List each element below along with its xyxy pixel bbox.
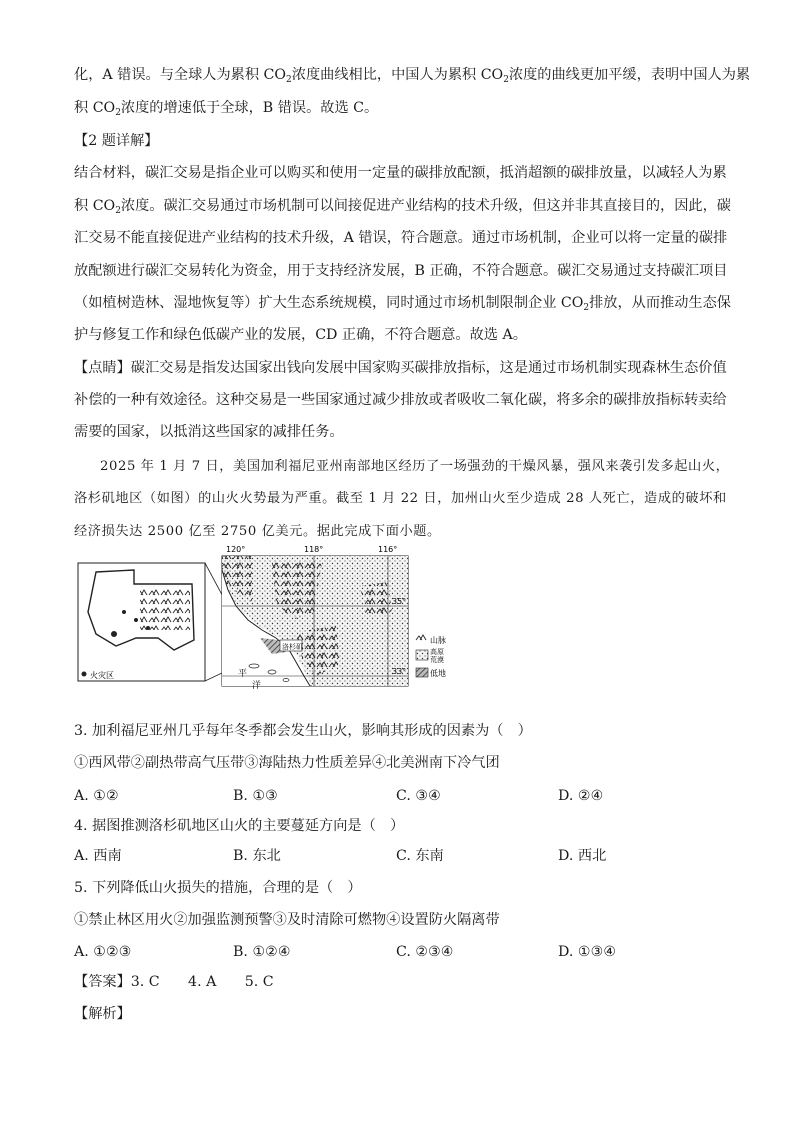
lon-label-120: 120° <box>226 545 246 554</box>
answer-line <box>74 972 274 992</box>
dianjing-line3: 需要的国家，以抵消这些国家的减排任务。 <box>74 424 344 440</box>
q5-stem: 5. 下列降低山火损失的措施，合理的是（ ） <box>74 880 362 896</box>
legend-desert-label: 荒漠 <box>430 656 444 664</box>
para2-line5: （如植树造林、湿地恢复等）扩大生态系统规模，同时通过市场机制限制企业 $CO_2$排放，从而推动生态保 <box>74 295 731 313</box>
para2-line6: 护与修复工作和绿色低碳产业的发展，CD 正确，不符合题意。故选 A。 <box>74 327 527 343</box>
lon-label-116: 116° <box>378 545 398 554</box>
island <box>268 670 276 674</box>
para2-line4: 放配额进行碳汇交易转化为资金，用于支持经济发展，B 正确，不符合题意。碳汇交易通过支持碳汇项目 <box>74 263 728 279</box>
q5-option-c[interactable]: C. ②③④ <box>396 944 454 960</box>
q4-option-d[interactable]: D. 西北 <box>558 848 607 864</box>
island <box>249 664 259 668</box>
story-line2: 洛杉矶地区（如图）的山火火势最为严重。截至 1 月 22 日，加州山火至少造成 28 人死亡，造成的破坏和 <box>74 491 727 506</box>
para1-line1: 化，A 错误。与全球人为累积 $CO_2$浓度曲线相比，中国人为累积 $CO_2$浓度的曲线更加平缓，表明中国人为累 <box>74 67 751 85</box>
inset-point <box>146 626 150 630</box>
answer-text: 3. C 4. A 5. C <box>130 974 274 990</box>
analysis-header: 【解析】 <box>74 1006 131 1022</box>
para2-line2: 积 $CO_2$浓度。碳汇交易通过市场机制可以间接促进产业结构的技术升级，但这并非其直接目的，因此，碳 <box>74 198 731 216</box>
q4-option-c[interactable]: C. 东南 <box>396 848 444 864</box>
mountain-legend-icon <box>416 635 426 640</box>
q4-option-a[interactable]: A. 西南 <box>74 848 122 864</box>
wildfire-map-figure <box>76 542 456 690</box>
q4-option-b[interactable]: B. 东北 <box>233 848 281 864</box>
answer-tag: 【答案】 <box>74 974 131 990</box>
q5-option-d[interactable]: D. ①③④ <box>558 944 617 960</box>
fire-legend-icon <box>82 672 87 677</box>
dianjing-line2: 补偿的一种有效途径。这种交易是一些国家通过减少排放或者吸收二氧化碳，将多余的碳排放指标转卖给 <box>74 392 727 408</box>
lowland-legend-swatch <box>416 668 428 677</box>
inset-mountains <box>140 586 190 630</box>
q5-option-a[interactable]: A. ①②③ <box>74 944 132 960</box>
lon-label-118: 118° <box>304 545 324 554</box>
q2-detail-header: 【2 题详解】 <box>74 133 159 149</box>
para2-line1: 结合材料，碳汇交易是指企业可以购买和使用一定量的碳排放配额，抵消超额的碳排放量，以减轻人为累 <box>74 165 727 181</box>
q3-option-d[interactable]: D. ②④ <box>558 788 604 804</box>
legend-lowland-label: 低地 <box>430 669 446 678</box>
q4-stem: 4. 据图推测洛杉矶地区山火的主要蔓延方向是（ ） <box>74 818 405 834</box>
island <box>283 679 289 682</box>
q5-option-b[interactable]: B. ①②④ <box>233 944 291 960</box>
dianjing-line1: 【点睛】碳汇交易是指发达国家出钱向发展中国家购买碳排放指标，这是通过市场机制实现森林生态价值 <box>74 360 727 376</box>
legend-plateau-label: 高原 <box>430 648 444 656</box>
fire-icon <box>111 631 117 637</box>
sea-label-ping: 平 <box>238 669 248 679</box>
inset-fire-label: 火灾区 <box>90 671 114 680</box>
map-svg <box>76 542 456 690</box>
story-line1: 2025 年 1 月 7 日，美国加利福尼亚州南部地区经历了一场强劲的干燥风暴，强风来袭引发多起山火， <box>100 459 730 474</box>
plateau-legend-swatch <box>416 650 428 660</box>
inset-point <box>122 610 126 614</box>
q3-stem: 3. 加利福尼亚州几乎每年冬季都会发生山火，影响其形成的因素为（ ） <box>74 723 532 739</box>
los-angeles-label: 洛杉矶 <box>282 643 303 651</box>
lat-label-33: 33° <box>392 667 407 676</box>
para1-line2: 积 $CO_2$浓度的增速低于全球，B 错误。故选 C。 <box>74 100 379 118</box>
q3-option-c[interactable]: C. ③④ <box>396 788 441 804</box>
sea-label-yang: 洋 <box>252 681 262 690</box>
q3-factors: ①西风带②副热带高气压带③海陆热力性质差异④北美洲南下冷气团 <box>74 755 500 771</box>
q3-option-b[interactable]: B. ①③ <box>233 788 278 804</box>
legend-mountain-label: 山脉 <box>430 636 446 645</box>
q5-measures: ①禁止林区用火②加强监测预警③及时清除可燃物④设置防火隔离带 <box>74 912 500 928</box>
inset-point <box>134 618 138 622</box>
story-line3: 经济损失达 2500 亿至 2750 亿美元。据此完成下面小题。 <box>74 524 441 539</box>
q3-option-a[interactable]: A. ①② <box>74 788 119 804</box>
para2-line3: 汇交易不能直接促进产业结构的技术升级，A 错误，符合题意。通过市场机制，企业可以将一定量的碳排 <box>74 230 728 246</box>
lat-label-35: 35° <box>392 597 407 606</box>
